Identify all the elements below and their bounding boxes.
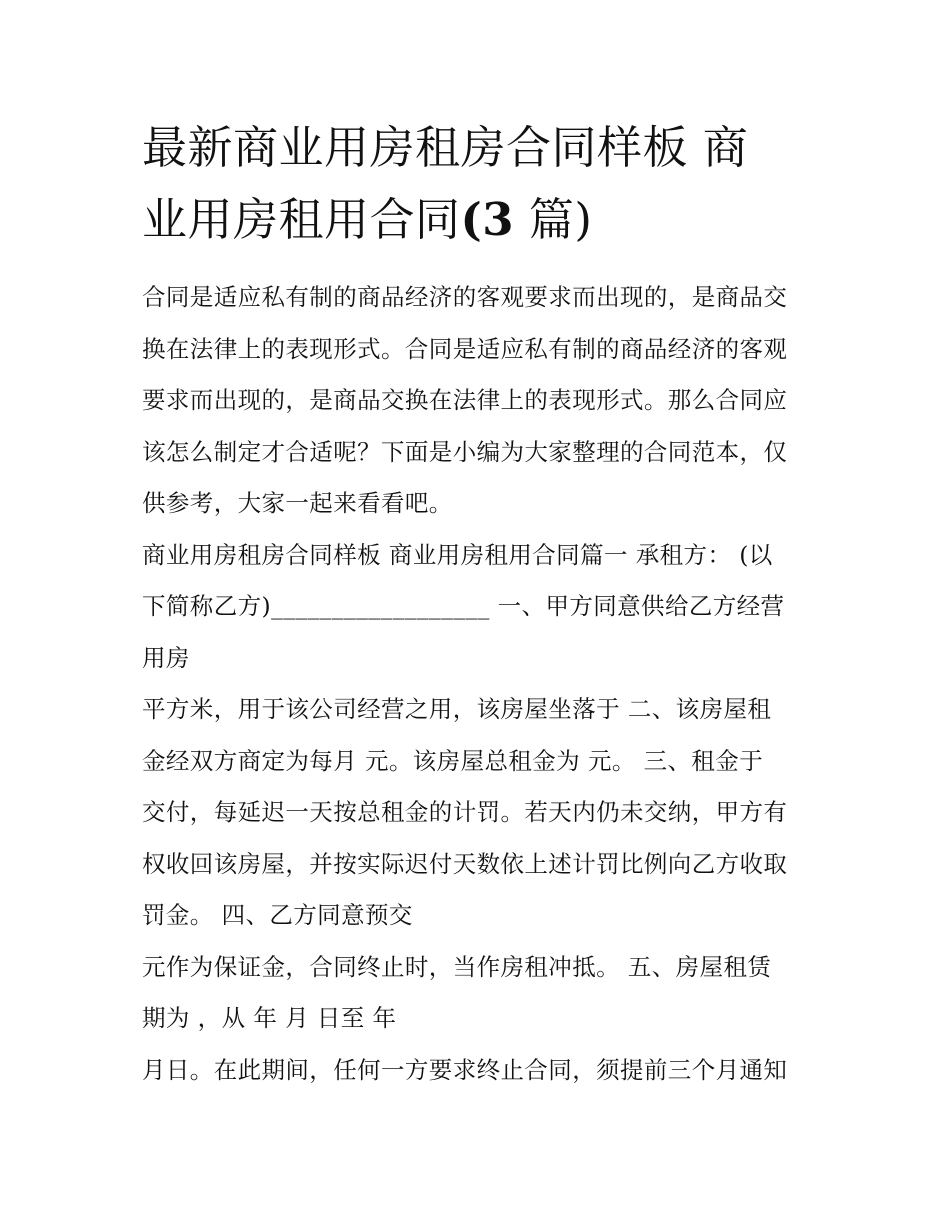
title-line-1: 最新商业用房租房合同样板 商: [142, 121, 749, 174]
body-line: 下简称乙方)__________________ 一、甲方同意供给乙方经营: [142, 592, 785, 620]
body-line: 权收回该房屋，并按实际迟付天数依上述计罚比例向乙方收取: [142, 849, 788, 878]
body-line: 该怎么制定才合适呢？下面是小编为大家整理的合同范本，仅: [142, 437, 788, 466]
body-line: 商业用房租房合同样板 商业用房租用合同篇一 承租方： (以: [142, 540, 773, 569]
title-line-2-text: 业用房租用合同: [142, 193, 461, 246]
document-body: [142, 272, 822, 1096]
body-line: 要求而出现的，是商品交换在法律上的表现形式。那么合同应: [142, 386, 788, 414]
body-line: 用房: [142, 643, 190, 672]
body-line: 换在法律上的表现形式。合同是适应私有制的商品经济的客观: [142, 334, 788, 363]
body-line: 合同是适应私有制的商品经济的客观要求而出现的，是商品交: [142, 283, 788, 311]
document-page: [142, 112, 822, 1096]
title-count-number: (3: [460, 193, 515, 246]
body-line: 金经双方商定为每月 元。该房屋总租金为 元。 三、租金于: [142, 746, 764, 775]
document-title: [142, 112, 822, 256]
body-line: 元作为保证金，合同终止时，当作房租冲抵。 五、房屋租赁: [142, 952, 772, 981]
body-line: 罚金。 四、乙方同意预交: [142, 901, 413, 929]
body-line: 供参考，大家一起来看看吧。: [142, 489, 453, 517]
title-line-2: [142, 184, 822, 256]
body-line: 月日。在此期间，任何一方要求终止合同，须提前三个月通知: [142, 1055, 788, 1084]
body-line: 期为 ，从 年 月 日至 年: [142, 1004, 397, 1032]
title-count-suffix: 篇): [514, 193, 593, 246]
body-line: 平方米，用于该公司经营之用，该房屋坐落于 二、该房屋租: [142, 695, 772, 723]
body-line: 交付，每延迟一天按总租金的计罚。若天内仍未交纳，甲方有: [142, 798, 788, 826]
